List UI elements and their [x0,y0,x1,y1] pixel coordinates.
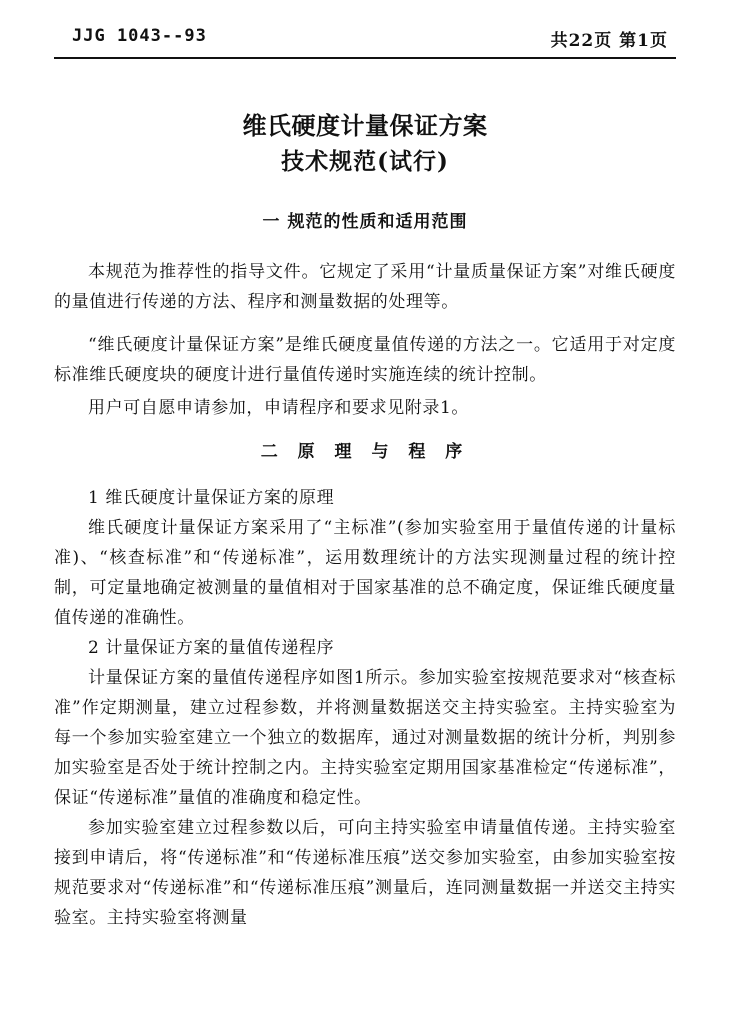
section-1-paragraph-3: 用户可自愿申请参加，申请程序和要求见附录1。 [88,398,470,418]
page-number-info: 共22页 第1页 [550,31,668,51]
document-subtitle: 技术规范(试行) [281,148,449,175]
header-divider [54,57,676,59]
subsection-1-heading: 1 维氏硬度计量保证方案的原理 [88,488,335,508]
subsection-2-heading: 2 计量保证方案的量值传递程序 [88,638,335,658]
subsection-2-paragraph-2: 参加实验室建立过程参数以后，可向主持实验室申请量值传递。主持实验室接到申请后，将“传递标准”和“传递标准压痕”送交参加实验室，由参加实验室按规范要求对“传递标准”和“传递标准压痕”测量后，连同测量数据一并送交主持实验室。主持实验室将测量 [54,818,676,928]
section-1-paragraph-2: “维氏硬度计量保证方案”是维氏硬度量值传递的方法之一。它适用于对定度标准维氏硬度块的硬度计进行量值传递时实施连续的统计控制。 [54,335,676,385]
subsection-2-paragraph-1: 计量保证方案的量值传递程序如图1所示。参加实验室按规范要求对“核查标准”作定期测量，建立过程参数，并将测量数据送交主持实验室。主持实验室为每一个参加实验室建立一个独立的数据库，通过对测量数据的统计分析，判别参加实验室是否处于统计控制之内。主持实验室定期用国家基准检定“传递标准”，保证“传递标准”量值的准确度和稳定性。 [54,668,676,808]
section-1-heading: 一 规范的性质和适用范围 [262,212,468,232]
section-2-heading: 二 原 理 与 程 序 [260,442,470,462]
section-1-paragraph-1: 本规范为推荐性的指导文件。它规定了采用“计量质量保证方案”对维氏硬度的量值进行传递的方法、程序和测量数据的处理等。 [54,262,676,312]
standard-number: JJG 1043--93 [72,26,207,46]
document-title: 维氏硬度计量保证方案 [242,111,488,140]
subsection-1-paragraph: 维氏硬度计量保证方案采用了“主标准”(参加实验室用于量值传递的计量标准)、“核查标准”和“传递标准”，运用数理统计的方法实现测量过程的统计控制，可定量地确定被测量的量值相对于国家基准的总不确定度，保证维氏硬度量值传递的准确性。 [54,518,676,628]
page-header [54,18,676,52]
